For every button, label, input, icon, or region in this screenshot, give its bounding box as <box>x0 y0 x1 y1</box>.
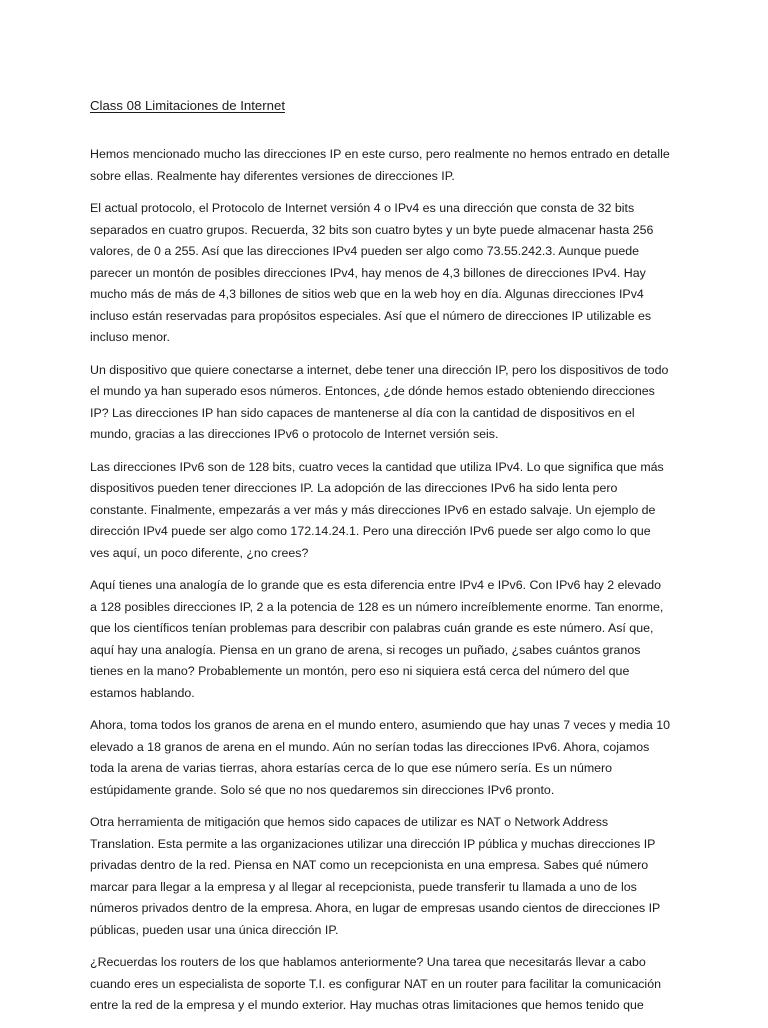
paragraph-routers: ¿Recuerdas los routers de los que hablamos anteriormente? Una tarea que necesitarás llevar a cabo cuando eres un especialista de soporte T.I. es configurar NAT en un router para facilitar la comunicación entre la red de la empresa y el mundo exterior. Hay muchas otras limitaciones que hemos tenido que <box>90 955 661 1012</box>
paragraph-ipv4: El actual protocolo, el Protocolo de Internet versión 4 o IPv4 es una dirección que consta de 32 bits separados en cuatro grupos. Recuerda, 32 bits son cuatro bytes y un byte puede almacenar hasta 256 valores, de 0 a 255. Así que las direcciones IPv4 pueden ser algo como 73.55.242.3. Aunque puede parecer un montón de posibles direcciones IPv4, hay menos de 4,3 billones de direcciones IPv4. Hay mucho más de más de 4,3 billones de sitios web que en la web hoy en día. Algunas direcciones IPv4 incluso están reservadas para propósitos especiales. Así que el número de direcciones IP utilizable es incluso menor. <box>90 201 654 344</box>
document-title: Class 08 Limitaciones de Internet <box>90 98 285 113</box>
paragraph-sand: Ahora, toma todos los granos de arena en el mundo entero, asumiendo que hay unas 7 veces y media 10 elevado a 18 granos de arena en el mundo. Aún no serían todas las direcciones IPv6. Ahora, cojamos toda la arena de varias tierras, ahora estarías cerca de lo que ese número sería. Es un número estúpidamente grande. Solo sé que no nos quedaremos sin direcciones IPv6 pronto. <box>90 718 670 797</box>
document-body <box>90 95 670 1028</box>
paragraph-nat: Otra herramienta de mitigación que hemos sido capaces de utilizar es NAT o Network Address Translation. Esta permite a las organizaciones utilizar una dirección IP pública y muchas direcciones IP privadas dentro de la red. Piensa en NAT como un recepcionista en una empresa. Sabes qué número marcar para llegar a la empresa y al llegar al recepcionista, puede transferir tu llamada a uno de los números privados dentro de la empresa. Ahora, en lugar de empresas usando cientos de direcciones IP públicas, pueden usar una única dirección IP. <box>90 815 661 937</box>
paragraph-analogy: Aquí tienes una analogía de lo grande que es esta diferencia entre IPv4 e IPv6. Con IPv6 hay 2 elevado a 128 posibles direcciones IP, 2 a la potencia de 128 es un número increíblemente enorme. Tan enorme, que los científicos tenían problemas para describir con palabras cuán grande es este número. Así que, aquí hay una analogía. Piensa en un grano de arena, si recoges un puñado, ¿sabes cuántos granos tienes en la mano? Probablemente un montón, pero eso ni siquiera está cerca del número del que estamos hablando. <box>90 578 664 700</box>
paragraph-ipv6: Las direcciones IPv6 son de 128 bits, cuatro veces la cantidad que utiliza IPv4. Lo que significa que más dispositivos pueden tener direcciones IP. La adopción de las direcciones IPv6 ha sido lenta pero constante. Finalmente, empezarás a ver más y más direcciones IPv6 en estado salvaje. Un ejemplo de dirección IPv4 puede ser algo como 172.14.24.1. Pero una dirección IPv6 puede ser algo como lo que ves aquí, un poco diferente, ¿no crees? <box>90 459 664 560</box>
paragraph-ip-intro: Hemos mencionado mucho las direcciones IP en este curso, pero realmente no hemos entrado en detalle sobre ellas. Realmente hay diferentes versiones de direcciones IP. <box>90 147 670 183</box>
paragraph-devices: Un dispositivo que quiere conectarse a internet, debe tener una dirección IP, pero los dispositivos de todo el mundo ya han superado esos números. Entonces, ¿de dónde hemos estado obteniendo direcciones IP? Las direcciones IP han sido capaces de mantenerse al día con la cantidad de dispositivos en el mundo, gracias a las direcciones IPv6 o protocolo de Internet versión seis. <box>90 362 669 441</box>
